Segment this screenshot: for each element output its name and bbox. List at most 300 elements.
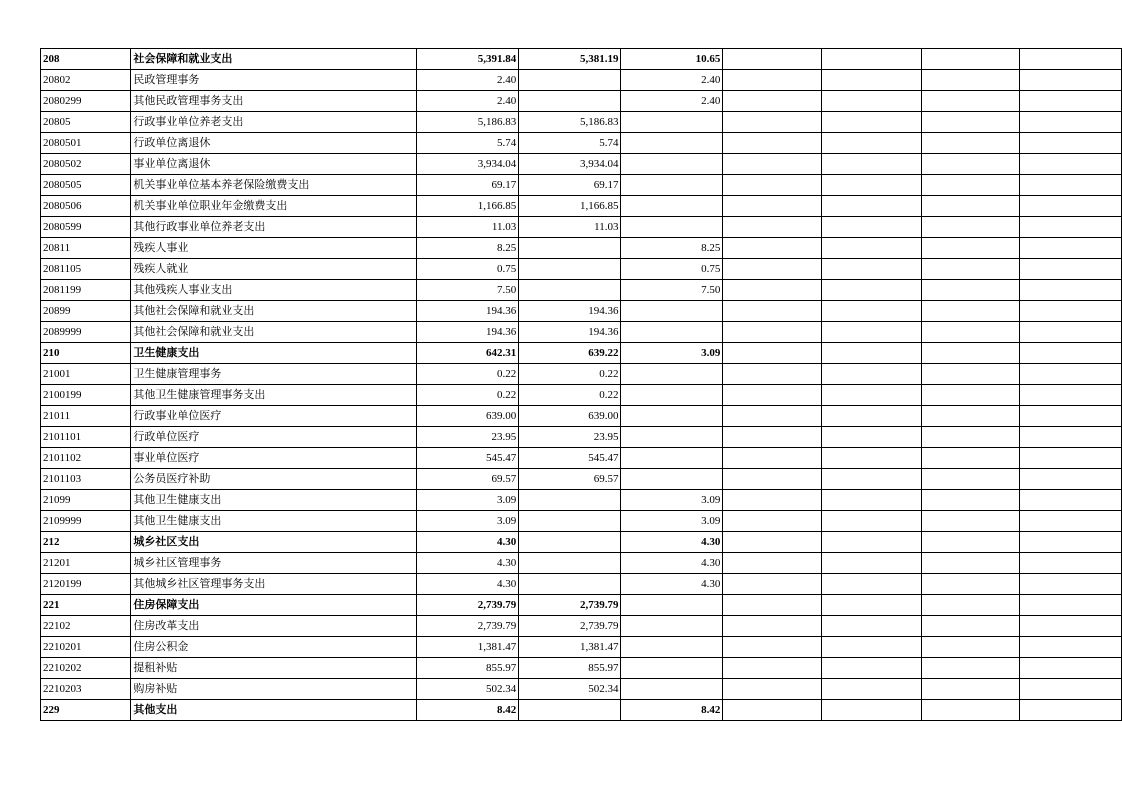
basic-expenditure-cell: 23.95 [519,427,621,448]
empty-cell [921,364,1020,385]
total-amount-cell: 639.00 [417,406,519,427]
empty-cell [723,406,822,427]
basic-expenditure-cell: 69.17 [519,175,621,196]
account-name-cell: 城乡社区管理事务 [131,553,417,574]
total-amount-cell: 11.03 [417,217,519,238]
table-row [41,175,1122,196]
basic-expenditure-cell: 0.22 [519,385,621,406]
empty-cell [921,658,1020,679]
account-code-cell: 2101103 [41,469,131,490]
total-amount-cell: 194.36 [417,322,519,343]
empty-cell [1020,700,1122,721]
basic-expenditure-cell: 3,934.04 [519,154,621,175]
empty-cell [921,406,1020,427]
table-row [41,112,1122,133]
empty-cell [822,217,922,238]
project-expenditure-cell [621,448,723,469]
empty-cell [1020,532,1122,553]
empty-cell [1020,448,1122,469]
account-name-cell: 其他卫生健康支出 [131,511,417,532]
total-amount-cell: 5,391.84 [417,49,519,70]
empty-cell [921,385,1020,406]
empty-cell [921,91,1020,112]
basic-expenditure-cell: 502.34 [519,679,621,700]
empty-cell [921,679,1020,700]
account-name-cell: 机关事业单位职业年金缴费支出 [131,196,417,217]
account-code-cell: 21001 [41,364,131,385]
total-amount-cell: 7.50 [417,280,519,301]
empty-cell [921,469,1020,490]
project-expenditure-cell [621,469,723,490]
empty-cell [921,280,1020,301]
account-name-cell: 行政事业单位医疗 [131,406,417,427]
account-code-cell: 22102 [41,616,131,637]
empty-cell [822,637,922,658]
empty-cell [822,301,922,322]
project-expenditure-cell: 0.75 [621,259,723,280]
account-code-cell: 2100199 [41,385,131,406]
table-row [41,595,1122,616]
account-code-cell: 208 [41,49,131,70]
empty-cell [921,616,1020,637]
empty-cell [822,574,922,595]
account-code-cell: 20802 [41,70,131,91]
account-code-cell: 2080501 [41,133,131,154]
basic-expenditure-cell [519,511,621,532]
empty-cell [921,574,1020,595]
table-row [41,637,1122,658]
basic-expenditure-cell: 0.22 [519,364,621,385]
account-name-cell: 住房改革支出 [131,616,417,637]
table-row [41,532,1122,553]
basic-expenditure-cell: 1,166.85 [519,196,621,217]
account-name-cell: 机关事业单位基本养老保险缴费支出 [131,175,417,196]
project-expenditure-cell [621,406,723,427]
account-name-cell: 民政管理事务 [131,70,417,91]
total-amount-cell: 0.75 [417,259,519,280]
project-expenditure-cell: 8.42 [621,700,723,721]
empty-cell [822,595,922,616]
empty-cell [723,175,822,196]
project-expenditure-cell [621,658,723,679]
account-name-cell: 事业单位离退休 [131,154,417,175]
total-amount-cell: 2.40 [417,91,519,112]
project-expenditure-cell [621,196,723,217]
empty-cell [921,175,1020,196]
empty-cell [723,637,822,658]
account-code-cell: 2101102 [41,448,131,469]
empty-cell [1020,175,1122,196]
empty-cell [921,217,1020,238]
empty-cell [723,238,822,259]
empty-cell [723,385,822,406]
empty-cell [921,511,1020,532]
account-code-cell: 2089999 [41,322,131,343]
account-name-cell: 社会保障和就业支出 [131,49,417,70]
basic-expenditure-cell: 2,739.79 [519,595,621,616]
empty-cell [1020,196,1122,217]
total-amount-cell: 3,934.04 [417,154,519,175]
empty-cell [822,175,922,196]
basic-expenditure-cell: 5,381.19 [519,49,621,70]
empty-cell [822,448,922,469]
project-expenditure-cell: 8.25 [621,238,723,259]
project-expenditure-cell [621,679,723,700]
basic-expenditure-cell [519,490,621,511]
account-code-cell: 21201 [41,553,131,574]
project-expenditure-cell [621,616,723,637]
account-name-cell: 行政单位离退休 [131,133,417,154]
account-code-cell: 210 [41,343,131,364]
empty-cell [822,280,922,301]
empty-cell [921,448,1020,469]
table-row [41,238,1122,259]
empty-cell [1020,469,1122,490]
empty-cell [723,364,822,385]
empty-cell [723,112,822,133]
basic-expenditure-cell [519,553,621,574]
empty-cell [1020,112,1122,133]
empty-cell [723,49,822,70]
total-amount-cell: 194.36 [417,301,519,322]
empty-cell [1020,217,1122,238]
total-amount-cell: 3.09 [417,490,519,511]
empty-cell [723,469,822,490]
empty-cell [921,49,1020,70]
empty-cell [822,364,922,385]
empty-cell [921,343,1020,364]
total-amount-cell: 0.22 [417,364,519,385]
table-row [41,679,1122,700]
account-code-cell: 221 [41,595,131,616]
empty-cell [1020,238,1122,259]
total-amount-cell: 23.95 [417,427,519,448]
project-expenditure-cell: 3.09 [621,343,723,364]
basic-expenditure-cell: 639.22 [519,343,621,364]
empty-cell [822,154,922,175]
table-row [41,343,1122,364]
empty-cell [822,700,922,721]
empty-cell [723,532,822,553]
empty-cell [723,511,822,532]
account-code-cell: 2109999 [41,511,131,532]
basic-expenditure-cell: 69.57 [519,469,621,490]
empty-cell [921,322,1020,343]
empty-cell [822,385,922,406]
project-expenditure-cell [621,385,723,406]
account-name-cell: 其他城乡社区管理事务支出 [131,574,417,595]
empty-cell [723,700,822,721]
total-amount-cell: 1,381.47 [417,637,519,658]
account-code-cell: 21099 [41,490,131,511]
account-code-cell: 2101101 [41,427,131,448]
project-expenditure-cell [621,217,723,238]
table-row [41,616,1122,637]
basic-expenditure-cell: 194.36 [519,301,621,322]
table-row [41,658,1122,679]
account-code-cell: 2210203 [41,679,131,700]
total-amount-cell: 4.30 [417,574,519,595]
account-name-cell: 其他社会保障和就业支出 [131,322,417,343]
basic-expenditure-cell [519,70,621,91]
empty-cell [1020,322,1122,343]
account-code-cell: 20805 [41,112,131,133]
empty-cell [1020,553,1122,574]
account-code-cell: 229 [41,700,131,721]
empty-cell [723,70,822,91]
empty-cell [1020,637,1122,658]
project-expenditure-cell [621,595,723,616]
table-row [41,364,1122,385]
empty-cell [1020,301,1122,322]
basic-expenditure-cell: 855.97 [519,658,621,679]
total-amount-cell: 3.09 [417,511,519,532]
empty-cell [1020,490,1122,511]
empty-cell [921,637,1020,658]
total-amount-cell: 2,739.79 [417,595,519,616]
account-name-cell: 残疾人事业 [131,238,417,259]
empty-cell [723,154,822,175]
total-amount-cell: 1,166.85 [417,196,519,217]
empty-cell [1020,364,1122,385]
project-expenditure-cell [621,364,723,385]
empty-cell [723,343,822,364]
total-amount-cell: 4.30 [417,532,519,553]
empty-cell [822,49,922,70]
empty-cell [822,427,922,448]
account-code-cell: 2080299 [41,91,131,112]
empty-cell [1020,385,1122,406]
basic-expenditure-cell: 1,381.47 [519,637,621,658]
total-amount-cell: 5.74 [417,133,519,154]
empty-cell [1020,679,1122,700]
table-row [41,406,1122,427]
account-name-cell: 购房补贴 [131,679,417,700]
table-row [41,49,1122,70]
table-row [41,217,1122,238]
total-amount-cell: 855.97 [417,658,519,679]
total-amount-cell: 642.31 [417,343,519,364]
project-expenditure-cell [621,322,723,343]
empty-cell [1020,595,1122,616]
table-row [41,301,1122,322]
total-amount-cell: 545.47 [417,448,519,469]
account-code-cell: 2081199 [41,280,131,301]
empty-cell [723,427,822,448]
empty-cell [822,238,922,259]
project-expenditure-cell: 4.30 [621,574,723,595]
empty-cell [822,112,922,133]
total-amount-cell: 69.17 [417,175,519,196]
empty-cell [723,196,822,217]
empty-cell [723,322,822,343]
total-amount-cell: 8.25 [417,238,519,259]
total-amount-cell: 69.57 [417,469,519,490]
account-name-cell: 提租补贴 [131,658,417,679]
empty-cell [1020,49,1122,70]
total-amount-cell: 2,739.79 [417,616,519,637]
empty-cell [921,532,1020,553]
account-name-cell: 其他支出 [131,700,417,721]
empty-cell [822,532,922,553]
table-row [41,196,1122,217]
empty-cell [723,91,822,112]
empty-cell [921,553,1020,574]
basic-expenditure-cell [519,532,621,553]
empty-cell [921,154,1020,175]
account-code-cell: 2210201 [41,637,131,658]
account-code-cell: 212 [41,532,131,553]
table-row [41,469,1122,490]
empty-cell [723,133,822,154]
account-code-cell: 2210202 [41,658,131,679]
empty-cell [723,574,822,595]
empty-cell [822,511,922,532]
account-code-cell: 20899 [41,301,131,322]
empty-cell [921,238,1020,259]
basic-expenditure-cell [519,238,621,259]
empty-cell [921,259,1020,280]
empty-cell [723,448,822,469]
table-row [41,511,1122,532]
empty-cell [723,616,822,637]
account-name-cell: 住房公积金 [131,637,417,658]
total-amount-cell: 2.40 [417,70,519,91]
account-name-cell: 残疾人就业 [131,259,417,280]
empty-cell [723,553,822,574]
table-row [41,70,1122,91]
project-expenditure-cell: 2.40 [621,91,723,112]
project-expenditure-cell: 4.30 [621,532,723,553]
total-amount-cell: 8.42 [417,700,519,721]
basic-expenditure-cell: 2,739.79 [519,616,621,637]
empty-cell [822,679,922,700]
empty-cell [1020,574,1122,595]
empty-cell [1020,427,1122,448]
table-row [41,280,1122,301]
total-amount-cell: 502.34 [417,679,519,700]
empty-cell [723,217,822,238]
table-row [41,385,1122,406]
project-expenditure-cell: 2.40 [621,70,723,91]
account-name-cell: 公务员医疗补助 [131,469,417,490]
project-expenditure-cell [621,427,723,448]
expenditure-table [40,48,1122,721]
empty-cell [723,301,822,322]
project-expenditure-cell [621,154,723,175]
account-name-cell: 其他残疾人事业支出 [131,280,417,301]
account-name-cell: 事业单位医疗 [131,448,417,469]
account-name-cell: 其他行政事业单位养老支出 [131,217,417,238]
empty-cell [921,427,1020,448]
empty-cell [921,70,1020,91]
project-expenditure-cell [621,112,723,133]
empty-cell [723,490,822,511]
empty-cell [1020,280,1122,301]
basic-expenditure-cell: 194.36 [519,322,621,343]
empty-cell [723,259,822,280]
account-name-cell: 其他社会保障和就业支出 [131,301,417,322]
basic-expenditure-cell: 639.00 [519,406,621,427]
empty-cell [822,70,922,91]
account-code-cell: 2120199 [41,574,131,595]
account-code-cell: 21011 [41,406,131,427]
basic-expenditure-cell: 11.03 [519,217,621,238]
empty-cell [1020,91,1122,112]
empty-cell [1020,154,1122,175]
empty-cell [822,616,922,637]
empty-cell [1020,70,1122,91]
account-name-cell: 行政事业单位养老支出 [131,112,417,133]
account-name-cell: 其他卫生健康管理事务支出 [131,385,417,406]
project-expenditure-cell: 3.09 [621,511,723,532]
account-name-cell: 城乡社区支出 [131,532,417,553]
empty-cell [723,595,822,616]
project-expenditure-cell: 10.65 [621,49,723,70]
table-row [41,259,1122,280]
project-expenditure-cell [621,637,723,658]
table-row [41,448,1122,469]
empty-cell [921,301,1020,322]
total-amount-cell: 4.30 [417,553,519,574]
empty-cell [921,595,1020,616]
project-expenditure-cell: 7.50 [621,280,723,301]
account-code-cell: 2080502 [41,154,131,175]
table-row [41,133,1122,154]
account-name-cell: 行政单位医疗 [131,427,417,448]
project-expenditure-cell: 3.09 [621,490,723,511]
project-expenditure-cell [621,133,723,154]
empty-cell [822,406,922,427]
basic-expenditure-cell: 545.47 [519,448,621,469]
table-row [41,154,1122,175]
account-code-cell: 2080599 [41,217,131,238]
empty-cell [822,196,922,217]
basic-expenditure-cell [519,259,621,280]
empty-cell [723,280,822,301]
table-row [41,427,1122,448]
empty-cell [1020,406,1122,427]
table-row [41,490,1122,511]
empty-cell [1020,616,1122,637]
account-name-cell: 卫生健康管理事务 [131,364,417,385]
basic-expenditure-cell [519,280,621,301]
empty-cell [822,469,922,490]
project-expenditure-cell [621,301,723,322]
basic-expenditure-cell: 5,186.83 [519,112,621,133]
empty-cell [921,490,1020,511]
empty-cell [723,679,822,700]
table-row [41,322,1122,343]
empty-cell [822,490,922,511]
table-row [41,553,1122,574]
total-amount-cell: 5,186.83 [417,112,519,133]
basic-expenditure-cell [519,574,621,595]
empty-cell [822,259,922,280]
empty-cell [822,91,922,112]
empty-cell [1020,343,1122,364]
empty-cell [822,133,922,154]
account-code-cell: 2080505 [41,175,131,196]
project-expenditure-cell: 4.30 [621,553,723,574]
account-code-cell: 20811 [41,238,131,259]
empty-cell [1020,511,1122,532]
empty-cell [822,343,922,364]
basic-expenditure-cell [519,700,621,721]
empty-cell [822,658,922,679]
empty-cell [723,658,822,679]
total-amount-cell: 0.22 [417,385,519,406]
